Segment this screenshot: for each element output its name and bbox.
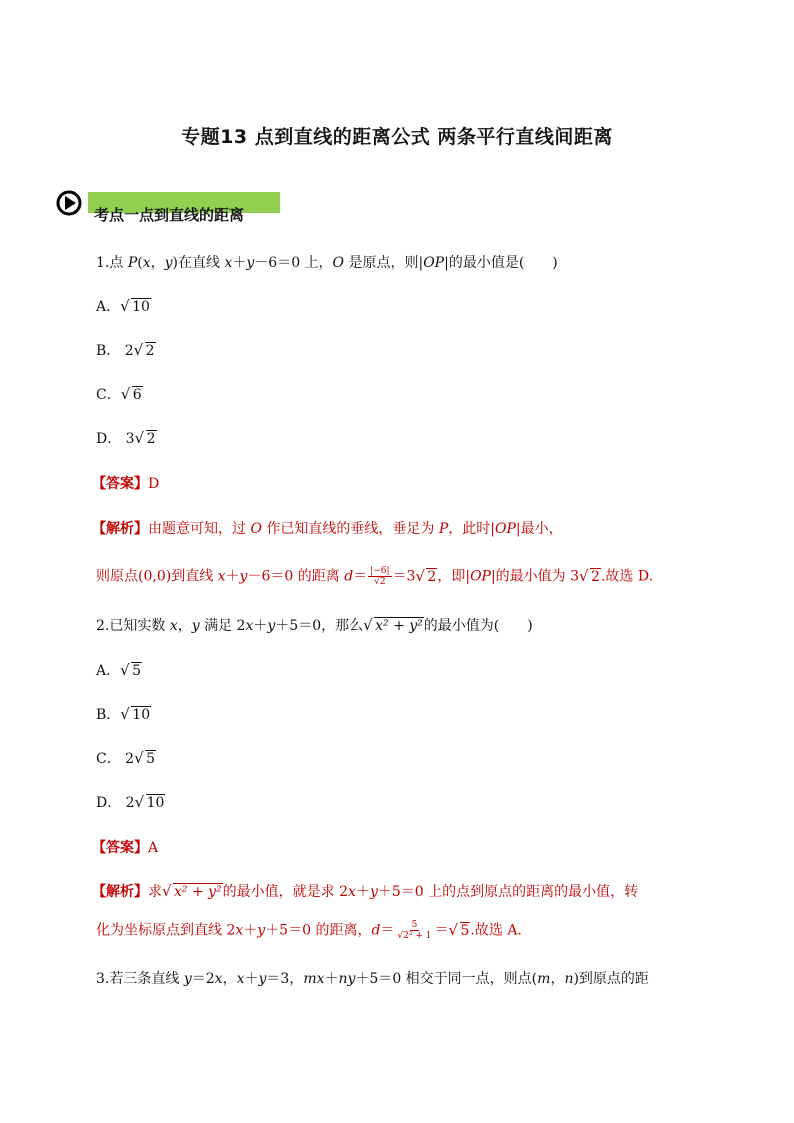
question-2-stem: 2.已知实数 x，y 满足 2x＋y＋5＝0，那么√ x² + y²的最小值为( ) [96, 617, 533, 635]
page-title: 专题13 点到直线的距离公式 两条平行直线间距离 [181, 126, 613, 148]
question-1-option-d: D． 3√ 2 [96, 430, 157, 448]
question-1-option-c: C．√ 6 [96, 386, 143, 404]
question-2-option-d: D． 2√ 10 [96, 794, 165, 812]
question-2-answer: 【答案】A [92, 840, 159, 856]
question-1-analysis-line-1: 【解析】由题意可知，过 O 作已知直线的垂线，垂足为 P，此时|OP|最小， [92, 521, 563, 537]
fraction: $\frac{|-6|}{√2}$ [370, 566, 390, 587]
question-2-analysis-line-2: 化为坐标原点到直线 2x＋y＋5＝0 的距离，d＝ $\frac{5}{\text{√2² + 1}}$ ＝√ 5.故选 A. [96, 920, 522, 941]
question-2-option-b: B．√ 10 [96, 706, 151, 724]
question-1-answer: 【答案】D [92, 476, 160, 492]
question-1-stem: 1.点 P(x，y)在直线 x＋y－6＝0 上，O 是原点，则|OP|的最小值是( ) [96, 255, 558, 271]
section-label: 考点一点到直线的距离 [94, 206, 245, 224]
fraction: $\frac{5}{\text{√2² + 1}}$ [397, 920, 432, 941]
section-header [56, 190, 296, 224]
question-2-option-a: A．√ 5 [96, 662, 142, 680]
question-1-option-a: A．√ 10 [96, 298, 151, 316]
question-2-option-c: C． 2√ 5 [96, 750, 156, 768]
question-1-analysis-line-2: 则原点(0,0)到直线 x＋y－6＝0 的距离 d＝ $\frac{|-6|}{√2}$ ＝3√ 2，即|OP|的最小值为 3√ 2.故选 D. [96, 566, 653, 587]
play-circle-icon [56, 190, 82, 216]
question-1-option-b: B． 2√ 2 [96, 342, 156, 360]
question-2-analysis-line-1: 【解析】求√ x² + y²的最小值，就是求 2x＋y＋5＝0 上的点到原点的距离的最小值，转 [92, 883, 638, 901]
question-3-stem: 3.若三条直线 y＝2x，x＋y＝3，mx＋ny＋5＝0 相交于同一点，则点(m，n)到原点的距 [96, 971, 649, 987]
